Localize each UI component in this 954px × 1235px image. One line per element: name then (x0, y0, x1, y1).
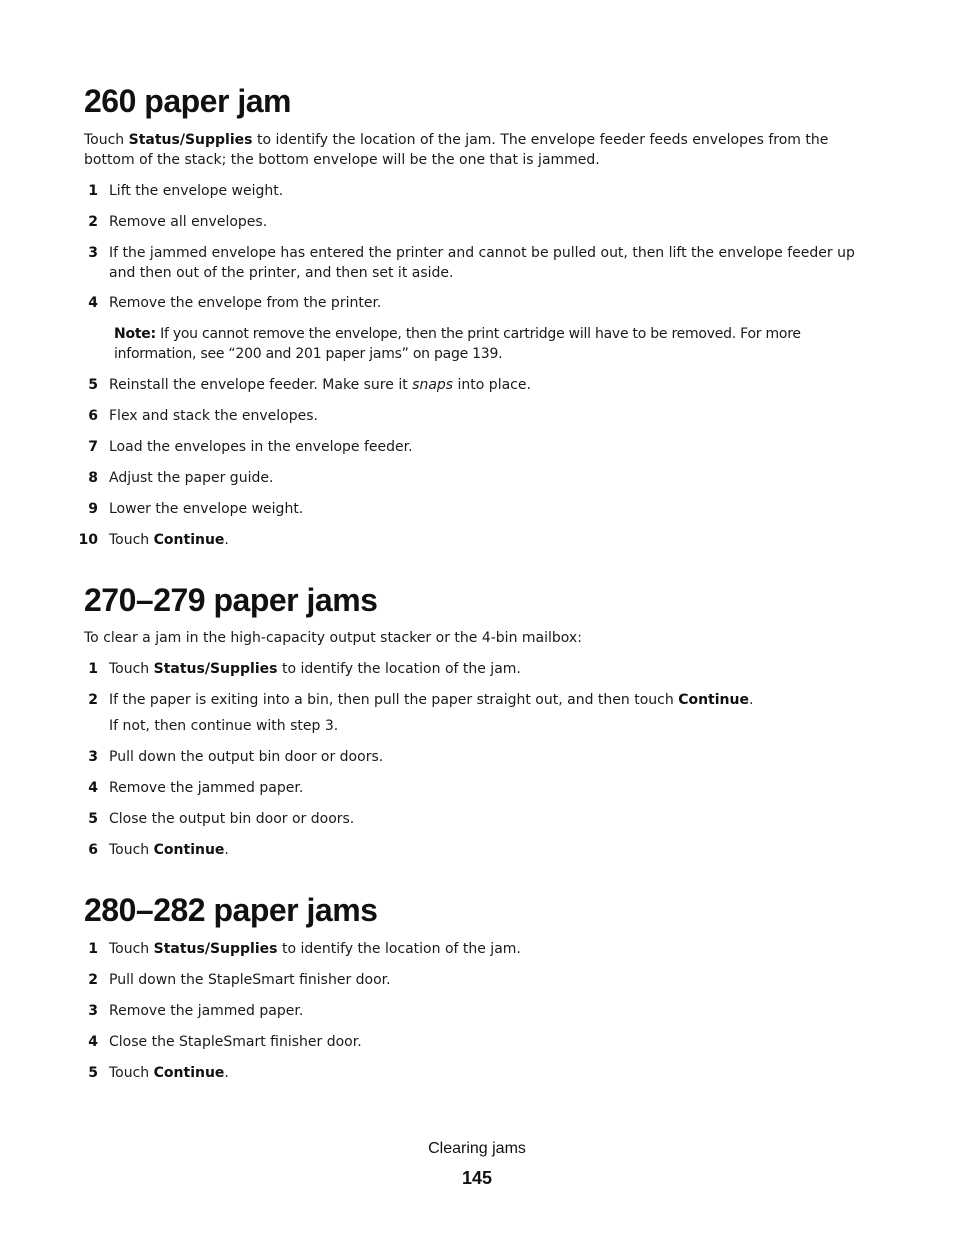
step-text: Remove the jammed paper. (109, 1003, 304, 1019)
step-bold-term: Continue (678, 692, 749, 708)
step-text-part: Touch (109, 532, 154, 548)
step-number: 1 (88, 661, 98, 677)
step-text (109, 1063, 874, 1083)
step-text-part: Reinstall the envelope feeder. Make sure it (109, 377, 413, 393)
step-text (109, 530, 874, 550)
intro-bold-term: Status/Supplies (128, 132, 253, 148)
page-number: 145 (461, 1168, 493, 1188)
step-bold-term: Continue (153, 842, 225, 858)
intro-paragraph (84, 130, 874, 170)
step-text (109, 939, 874, 959)
step-text: Lift the envelope weight. (109, 183, 284, 199)
step-number: 4 (88, 780, 98, 796)
intro-paragraph: To clear a jam in the high-capacity output stacker or the 4-bin mailbox: (84, 630, 582, 646)
step-number: 2 (88, 692, 98, 708)
step-text (109, 659, 874, 679)
step-text: Flex and stack the envelopes. (109, 408, 318, 424)
step-text-part: Touch (109, 1065, 154, 1081)
step-text (109, 690, 874, 710)
step-number: 3 (88, 749, 98, 765)
footer-section-label: Clearing jams (428, 1140, 526, 1157)
intro-text: Touch (84, 132, 129, 148)
step-number: 1 (88, 941, 98, 957)
step-number: 6 (88, 408, 98, 424)
step-number: 3 (88, 245, 98, 261)
step-text-part: . (224, 532, 229, 548)
step-number: 5 (88, 811, 98, 827)
step-text: Load the envelopes in the envelope feeder. (109, 439, 413, 455)
step-bold-term: Continue (153, 532, 225, 548)
step-bold-term: Status/Supplies (153, 661, 278, 677)
step-number: 1 (88, 183, 98, 199)
step-bold-term: Status/Supplies (153, 941, 278, 957)
step-text-part: . (748, 692, 754, 708)
step-text: Remove the jammed paper. (109, 780, 304, 796)
step-number: 10 (78, 532, 98, 548)
section-heading: 280–282 paper jams (84, 892, 378, 928)
step-text: Close the output bin door or doors. (109, 811, 355, 827)
step-text (109, 375, 874, 395)
step-text-part: to identify the location of the jam. (277, 661, 521, 677)
step-text: Adjust the paper guide. (109, 470, 274, 486)
step-number: 9 (88, 501, 98, 517)
step-text: Lower the envelope weight. (109, 501, 304, 517)
step-number: 2 (88, 214, 98, 230)
step-number: 5 (88, 377, 98, 393)
intro-text: to identify the location of the jam. The envelope feeder feeds envelopes from the bottom of the stack; the bottom envelope will be the one that is jammed. (84, 132, 829, 168)
step-text-part: Touch (109, 941, 154, 957)
step-number: 2 (88, 972, 98, 988)
step-subtext: If not, then continue with step 3. (109, 718, 339, 734)
step-text: Close the StapleSmart finisher door. (109, 1034, 362, 1050)
step-number: 4 (88, 1034, 98, 1050)
section-heading: 260 paper jam (84, 83, 291, 119)
step-text-part: into place. (453, 377, 531, 393)
note-block (114, 324, 874, 364)
step-text: Remove the envelope from the printer. (109, 295, 382, 311)
step-number: 3 (88, 1003, 98, 1019)
step-text-part: If the paper is exiting into a bin, then pull the paper straight out, and then touch (109, 692, 679, 708)
step-text-part: to identify the location of the jam. (277, 941, 521, 957)
step-number: 8 (88, 470, 98, 486)
note-label: Note: (114, 326, 156, 342)
step-bold-term: Continue (153, 1065, 225, 1081)
step-text: Pull down the StapleSmart finisher door. (109, 972, 391, 988)
step-text: Remove all envelopes. (109, 214, 268, 230)
step-number: 5 (88, 1065, 98, 1081)
step-text-part: Touch (109, 842, 154, 858)
step-text (109, 840, 874, 860)
step-italic-term: snaps (412, 377, 454, 393)
step-text-part: Touch (109, 661, 154, 677)
step-text: If the jammed envelope has entered the printer and cannot be pulled out, then lift the envelope feeder up and then out of the printer, and then set it aside. (109, 245, 855, 281)
step-number: 6 (88, 842, 98, 858)
step-text: Pull down the output bin door or doors. (109, 749, 384, 765)
step-number: 4 (88, 295, 98, 311)
step-text-part: . (224, 842, 229, 858)
step-number: 7 (88, 439, 98, 455)
section-heading: 270–279 paper jams (84, 582, 378, 618)
step-text-part: . (224, 1065, 229, 1081)
note-text: If you cannot remove the envelope, then the print cartridge will have to be removed. For more information, see “200 and 201 paper jams” on page 139. (114, 326, 801, 362)
